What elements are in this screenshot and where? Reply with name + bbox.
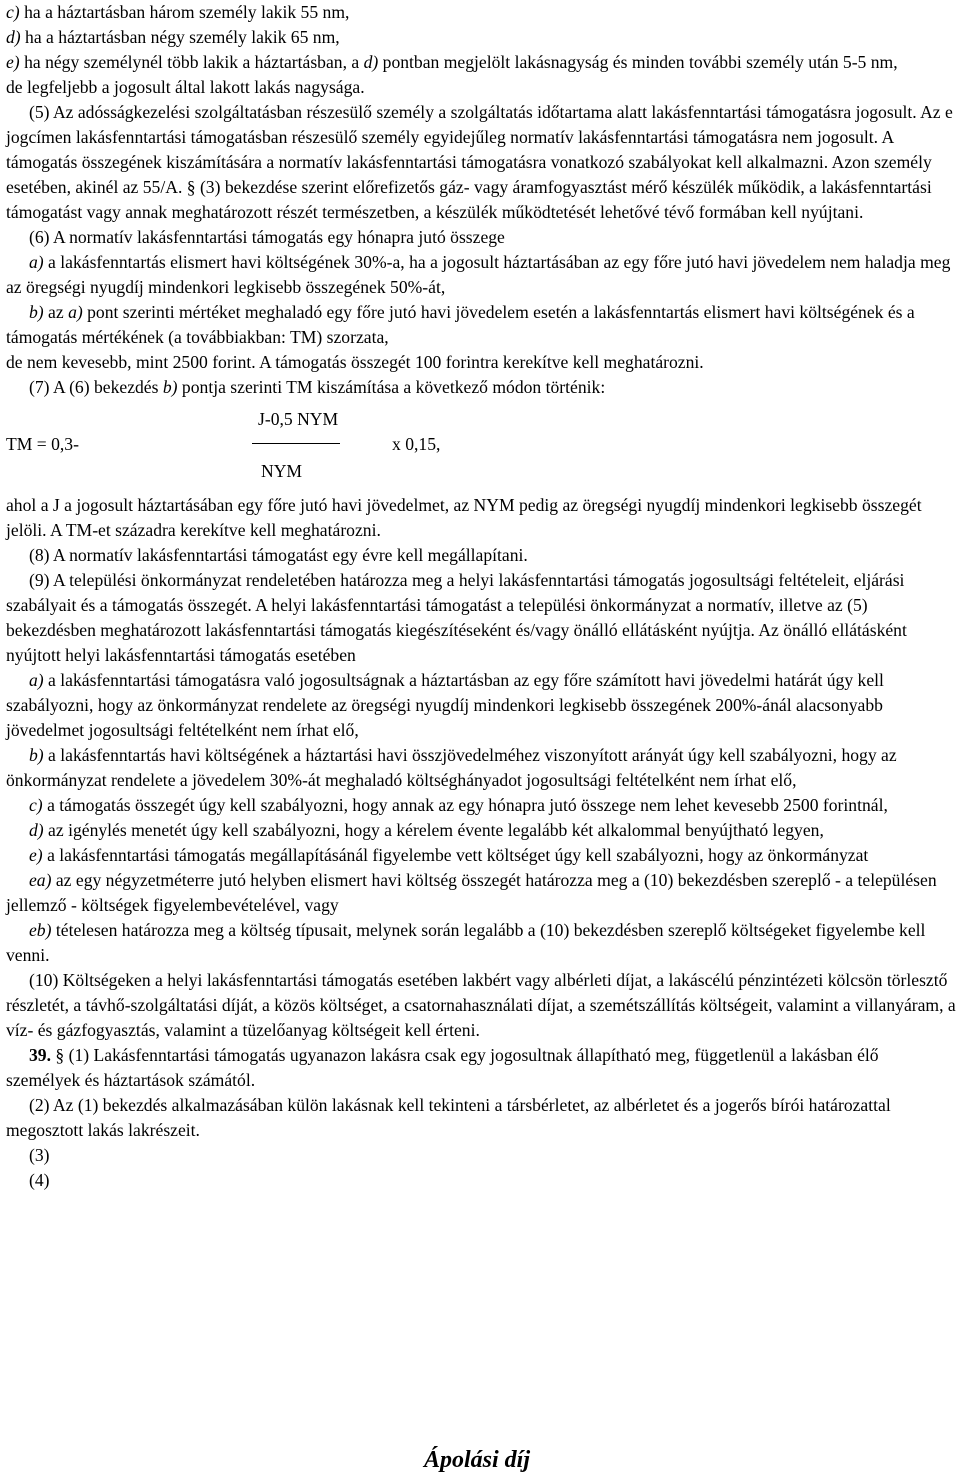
paragraph-9: (9) A települési önkormányzat rendeletében határozza meg a helyi lakásfenntartási támogatás jogosultsági feltételeit, eljárási szabályait és a támogatás összegét. A helyi lakásfenntartási támogatást a települési önkormányzat a normatív, illetve az (5) bekezdésben meghatározott lakásfenntartási támogatás kiegészítéseként és/vagy önálló ellátásként nyújtja. Az önálló ellátásként nyújtott helyi lakásfenntartási támogatás esetében xyxy=(6,570,907,665)
formula-fraction-bar xyxy=(252,443,340,444)
formula-lhs: TM = 0,3- xyxy=(6,434,79,454)
document-body xyxy=(6,0,957,1193)
list-item-label: eb) xyxy=(29,920,52,940)
item-e-ref: d) xyxy=(363,52,379,72)
section-39-paragraph-2: (2) Az (1) bekezdés alkalmazásában külön lakásnak kell tekinteni a társbérletet, az albérletet és a jogerős bírói határozattal megosztott lakás lakrészeit. xyxy=(6,1095,891,1140)
paragraph-6-tail: de nem kevesebb, mint 2500 forint. A támogatás összegét 100 forintra kerekítve kell meghatározni. xyxy=(6,352,704,372)
section-39-paragraph-3: (3) xyxy=(29,1145,50,1165)
list-item-text: a lakásfenntartás havi költségének a háztartási havi összjövedelméhez viszonyított arányát úgy kell szabályozni, hogy az önkormányzat rendelete a jövedelem 30%-át meghaladó költséghányadot jogosultsági feltételként nem írhat elő, xyxy=(6,745,897,790)
paragraph-6-intro: (6) A normatív lakásfenntartási támogatás egy hónapra jutó összege xyxy=(29,227,505,247)
paragraph-6-a-text: a lakásfenntartás elismert havi költségének 30%-a, ha a jogosult háztartásában az egy főre jutó havi jövedelem nem haladja meg az öregségi nyugdíj mindenkori legkisebb összegének 50%-át, xyxy=(6,252,951,297)
list-item-label: d) xyxy=(29,820,44,840)
formula-denominator: NYM xyxy=(261,461,303,481)
item-e-text: ha négy személynél több lakik a háztartásban, a xyxy=(19,52,364,72)
list-item-label: e) xyxy=(29,845,43,865)
formula-numerator: J-0,5 NYM xyxy=(258,409,339,429)
list-item xyxy=(6,843,957,868)
item-d-text: ha a háztartásban négy személy lakik 65 nm, xyxy=(20,27,340,47)
paragraph-9-items xyxy=(6,668,957,968)
list-item-text: a támogatás összegét úgy kell szabályozni, hogy annak az egy hónapra jutó összege nem lehet kevesebb 2500 forintnál, xyxy=(42,795,888,815)
list-item-label: a) xyxy=(29,670,44,690)
list-item-text: a lakásfenntartási támogatás megállapításánál figyelembe vett költséget úgy kell szabályozni, hogy az önkormányzat xyxy=(42,845,869,865)
list-item-label: ea) xyxy=(29,870,52,890)
item-d-label: d) xyxy=(6,27,21,47)
paragraph-6-b-label: b) xyxy=(29,302,44,322)
item-e xyxy=(6,50,957,75)
item-e-text-2: pontban megjelölt lakásnagyság és minden további személy után 5-5 nm, xyxy=(378,52,898,72)
tm-formula xyxy=(6,401,957,493)
paragraph-7 xyxy=(6,375,957,400)
section-39-paragraph-1 xyxy=(6,1043,957,1093)
list-item xyxy=(6,668,957,743)
item-c-label: c) xyxy=(6,2,20,22)
paragraph-6-a xyxy=(6,250,957,300)
list-item-label: b) xyxy=(29,745,44,765)
list-item-text: az egy négyzetméterre jutó helyben elismert havi költség összegét határozza meg a (10) bekezdésben szereplő - a településen jellemző - költségek figyelembevételével, vagy xyxy=(6,870,937,915)
paragraph-7-ref: b) xyxy=(162,377,178,397)
section-39-paragraph-4: (4) xyxy=(29,1170,50,1190)
list-item xyxy=(6,918,957,968)
item-e-continuation: de legfeljebb a jogosult által lakott lakás nagysága. xyxy=(6,77,365,97)
paragraph-7-pre: (7) A (6) bekezdés xyxy=(29,377,163,397)
section-title: Ápolási díj xyxy=(424,1447,531,1473)
item-c xyxy=(6,0,957,25)
list-item-text: az igénylés menetét úgy kell szabályozni, hogy a kérelem évente legalább két alkalommal benyújtható legyen, xyxy=(43,820,824,840)
list-item-text: tételesen határozza meg a költség típusait, melynek során legalább a (10) bekezdésben szereplő költségeket figyelembe kell venni. xyxy=(6,920,926,965)
section-39-paragraph-1-text: § (1) Lakásfenntartási támogatás ugyanazon lakásra csak egy jogosultnak állapítható meg, függetlenül a lakásban élő személyek és háztartások számától. xyxy=(6,1045,879,1090)
paragraph-6-b-ref: a) xyxy=(68,302,83,322)
list-item xyxy=(6,793,957,818)
list-item xyxy=(6,818,957,843)
item-e-label: e) xyxy=(6,52,20,72)
list-item-text: a lakásfenntartási támogatásra való jogosultságnak a háztartásban az egy főre számított havi jövedelmi határát úgy kell szabályozni, hogy az önkormányzat rendelete az öregségi nyugdíj mindenkori legkisebb összegének 200%-ánál alacsonyabb jövedelmet jogosultsági feltételként nem írhat elő, xyxy=(6,670,884,740)
paragraph-7-post: pontja szerinti TM kiszámítása a következő módon történik: xyxy=(177,377,606,397)
item-d xyxy=(6,25,957,50)
paragraph-5: (5) Az adósságkezelési szolgáltatásban részesülő személy a szolgáltatás időtartama alatt lakásfenntartási támogatásra jogosult. Az e jogcímen lakásfenntartási támogatásban részesülő személy egyidejűleg normatív lakásfenntartási támogatásra nem jogosult. A támogatás összegének kiszámítására a normatív lakásfenntartási támogatásra vonatkozó szabályokat kell alkalmazni. Azon személy esetében, akinél az 55/A. § (3) bekezdése szerint előrefizetős gáz- vagy áramfogyasztást mérő készülék működik, a lakásfenntartási támogatást vagy annak meghatározott részét természetben, a készülék működtetését lehetővé tévő formában kell nyújtani. xyxy=(6,102,953,222)
formula-rhs: x 0,15, xyxy=(392,434,441,454)
paragraph-8: (8) A normatív lakásfenntartási támogatást egy évre kell megállapítani. xyxy=(29,545,528,565)
section-39-number: 39. xyxy=(29,1045,51,1065)
item-c-text: ha a háztartásban három személy lakik 55 nm, xyxy=(19,2,350,22)
paragraph-6-b-mid: az xyxy=(43,302,69,322)
list-item xyxy=(6,743,957,793)
paragraph-6-a-label: a) xyxy=(29,252,44,272)
list-item xyxy=(6,868,957,918)
formula-explanation: ahol a J a jogosult háztartásában egy főre jutó havi jövedelmet, az NYM pedig az öregségi nyugdíj mindenkori legkisebb összegét jelöli. A TM-et századra kerekítve kell meghatározni. xyxy=(6,495,922,540)
paragraph-6-b xyxy=(6,300,957,350)
paragraph-10: (10) Költségeken a helyi lakásfenntartási támogatás esetében lakbért vagy albérleti díjat, a lakáscélú pénzintézeti kölcsön törlesztő részletét, a távhő-szolgáltatási díját, a közös költséget, a csatornahasználati díjat, a szemétszállítás költségeit, valamint a villanyáram, a víz- és gázfogyasztás, valamint a tüzelőanyag költségeit kell érteni. xyxy=(6,970,956,1040)
list-item-label: c) xyxy=(29,795,43,815)
paragraph-6-b-text: pont szerinti mértéket meghaladó egy főre jutó havi jövedelem esetén a lakásfenntartás elismert havi költségének és a támogatás mértékének (a továbbiakban: TM) szorzata, xyxy=(6,302,915,347)
